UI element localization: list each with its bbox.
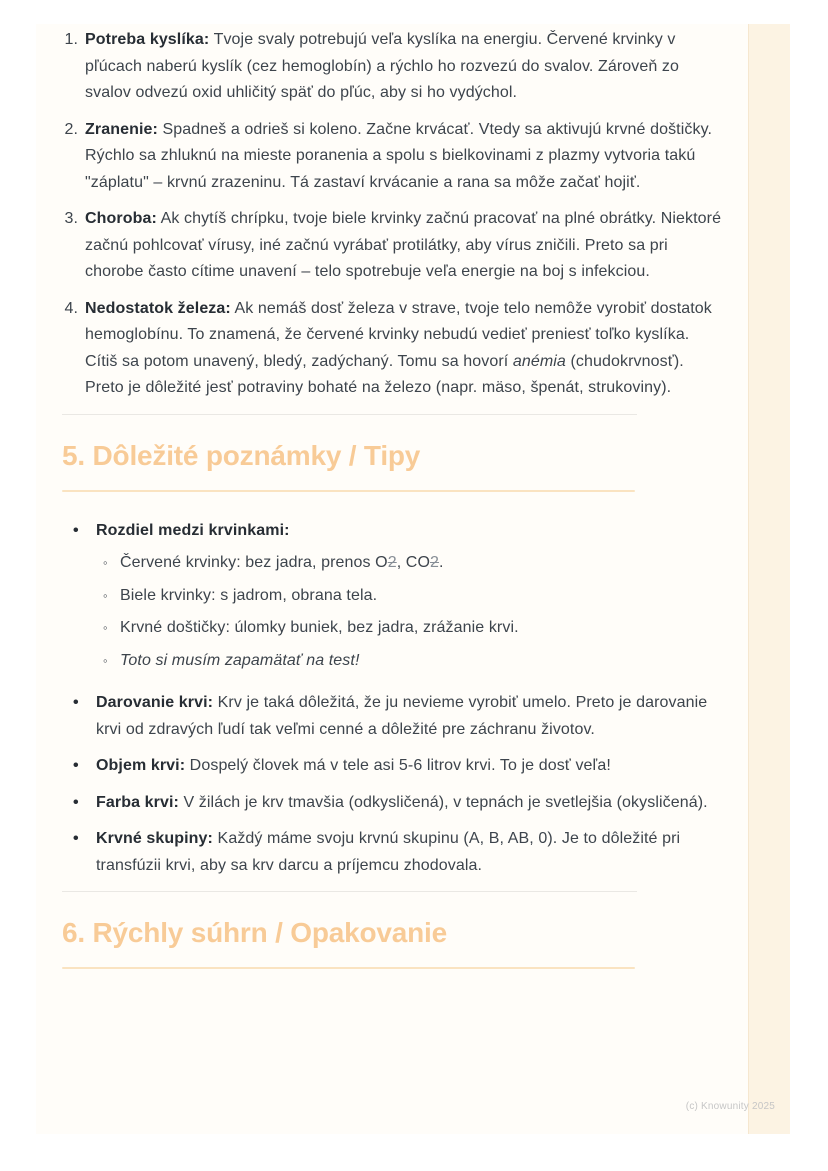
bullet-icon: • <box>73 521 79 539</box>
list-number: 3. <box>64 210 78 227</box>
list-item-lead: Nedostatok železa: <box>85 299 231 317</box>
list-item-lead: Choroba: <box>85 210 157 227</box>
tip-lead: Farba krvi: <box>96 793 179 811</box>
list-item-2 <box>62 117 722 197</box>
personal-note: Toto si musím zapamätať na test! <box>120 651 360 669</box>
tip-lead: Rozdiel medzi krvinkami: <box>96 521 290 539</box>
section-5-underline <box>62 490 635 492</box>
circle-bullet-icon: ◦ <box>103 652 108 668</box>
section-5-heading: 5. Dôležité poznámky / Tipy <box>62 439 421 471</box>
tip-item-color: • Farba krvi: V žilách je krv tmavšia (odkysličená), v tepnách je svetlejšia (okysličená). <box>73 790 722 817</box>
tips-list <box>62 518 722 880</box>
list-item-lead: Potreba kyslíka: <box>85 31 210 48</box>
sub-item-red-cells: ◦ Červené krvinky: bez jadra, prenos O2, CO2. <box>103 550 722 577</box>
bullet-icon: • <box>73 757 79 774</box>
numbered-list <box>62 27 722 402</box>
strikethrough-subscript: 2 <box>430 554 440 571</box>
section-divider-2 <box>62 891 637 892</box>
sub-item-white-cells: ◦ Biele krvinky: s jadrom, obrana tela. <box>103 583 722 610</box>
sub-item-note <box>103 648 722 675</box>
list-number: 2. <box>64 120 78 138</box>
list-item-text: Potreba kyslíka: Tvoje svaly potrebujú veľa kyslíka na energiu. Červené krvinky v pľúcach naberú kyslík (cez hemoglobín) a rýchlo ho rozvezú do svalov. Zároveň zo svalov odvezú oxid uhličitý späť do pľúc, aby si ho vydýchol. <box>85 31 679 101</box>
list-item-4 <box>62 296 722 402</box>
circle-bullet-icon: ◦ <box>103 587 108 603</box>
tip-item-blood-groups: • Krvné skupiny: Každý máme svoju krvnú skupinu (A, B, AB, 0). Je to dôležité pri transfúzii krvi, aby sa krv darcu a príjemcu zhodovala. <box>73 826 722 879</box>
tip-lead: Krvné skupiny: <box>96 830 213 847</box>
list-item-text: Choroba: Ak chytíš chrípku, tvoje biele krvinky začnú pracovať na plné obrátky. Niektoré začnú pohlcovať vírusy, iné začnú vyrábať protilátky, aby vírus zničili. Preto sa pri chorobe často cítime unavení – telo spotrebuje veľa energie na boj s infekciou. <box>85 210 722 280</box>
strikethrough-subscript: 2 <box>387 554 397 571</box>
list-item-text: Zranenie: Spadneš a odrieš si koleno. Začne krvácať. Vtedy sa aktivujú krvné doštičky. Rýchlo sa zhluknú na mieste poranenia a spolu s bielkovinami z plazmy vytvoria takú "záplatu" – krvnú zrazeninu. Tá zastaví krvácanie a rana sa môže začať hojiť. <box>85 120 713 191</box>
list-item-text: Nedostatok železa: Ak nemáš dosť železa v strave, tvoje telo nemôže vyrobiť dostatok hemoglobínu. To znamená, že červené krvinky nebudú vedieť preniesť toľko kyslíka. Cítiš sa potom unavený, bledý, zadýchaný. Tomu sa hovorí anémia (chudokrvnosť). Preto je dôležité jesť potraviny bohaté na železo (napr. mäso, špenát, strukoviny). <box>85 299 712 396</box>
section-divider <box>62 414 637 415</box>
tip-item-differences <box>73 518 722 681</box>
section-6-heading: 6. Rýchly súhrn / Opakovanie <box>62 917 447 948</box>
bullet-icon: • <box>73 694 79 711</box>
page-accent-bar <box>748 24 790 1134</box>
tip-lead: Objem krvi: <box>96 757 186 774</box>
circle-bullet-icon: ◦ <box>103 620 108 635</box>
list-item-1 <box>62 27 722 107</box>
list-number: 1. <box>64 31 78 48</box>
list-item-lead: Zranenie: <box>85 120 158 138</box>
sub-item-platelets: ◦ Krvné doštičky: úlomky buniek, bez jadra, zrážanie krvi. <box>103 615 722 642</box>
copyright-watermark: (c) Knowunity 2025 <box>685 1101 775 1112</box>
differences-sublist <box>103 550 722 674</box>
list-number: 4. <box>64 299 78 317</box>
bullet-icon: • <box>73 830 79 847</box>
circle-bullet-icon: ◦ <box>103 555 108 570</box>
tip-lead: Darovanie krvi: <box>96 694 214 711</box>
bullet-icon: • <box>73 793 79 811</box>
tip-item-donation: • Darovanie krvi: Krv je taká dôležitá, že ju nevieme vyrobiť umelo. Preto je darovanie krvi od zdravých ľudí tak veľmi cenné a dôležité pre záchranu životov. <box>73 690 722 743</box>
section-6-underline <box>62 967 635 969</box>
page-content <box>62 27 722 969</box>
tip-item-volume: • Objem krvi: Dospelý človek má v tele asi 5-6 litrov krvi. To je dosť veľa! <box>73 753 722 780</box>
list-item-3 <box>62 206 722 286</box>
italic-term: anémia <box>512 352 566 370</box>
